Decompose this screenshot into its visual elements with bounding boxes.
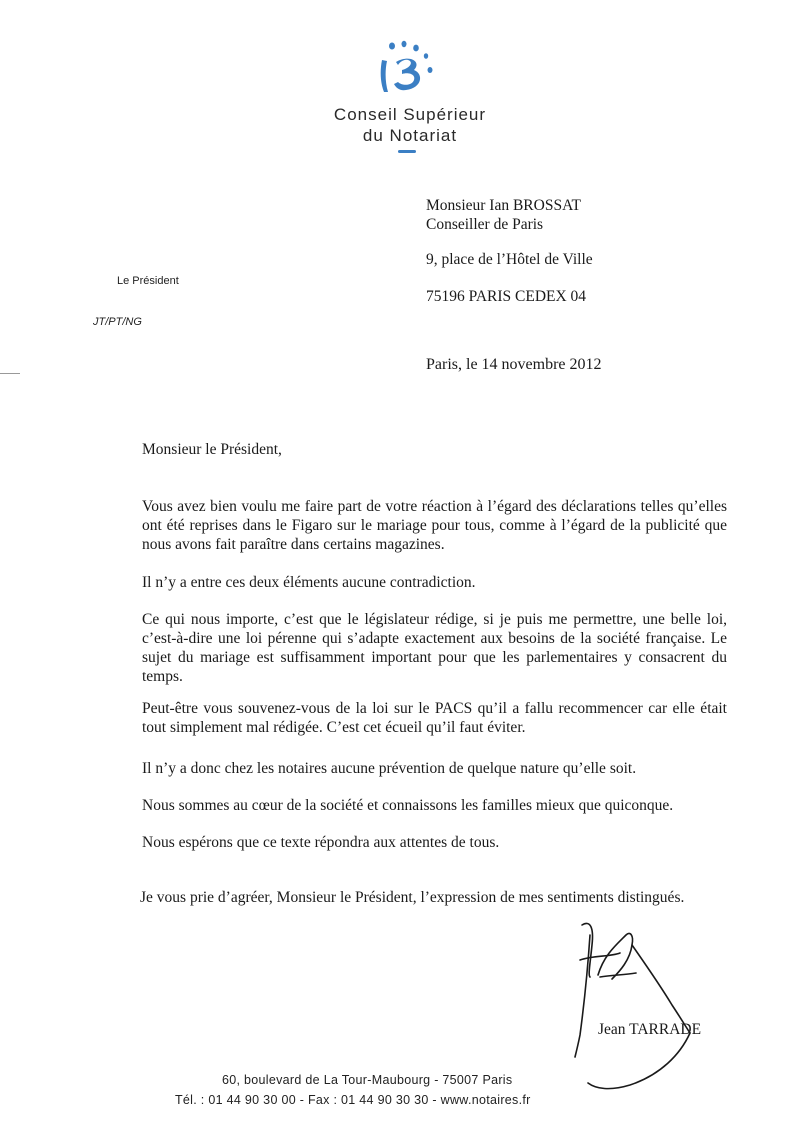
recipient-title: Conseiller de Paris — [426, 216, 544, 233]
recipient-name: Monsieur Ian BROSSAT — [426, 197, 582, 214]
recipient-address: 9, place de l’Hôtel de Ville — [426, 251, 593, 268]
paragraph-6: Nous sommes au cœur de la société et connaissons les familles mieux que quiconque. — [142, 797, 674, 814]
signatory-name: Jean TARRADE — [598, 1021, 702, 1038]
salutation: Monsieur le Président, — [142, 441, 282, 458]
paragraph-4: Peut-être vous souvenez-vous de la loi sur le PACS qu’il a fallu recommencer car elle était tout simplement mal rédigée. C’est cet écueil qu’il faut éviter. — [142, 700, 727, 736]
recipient-city: 75196 PARIS CEDEX 04 — [426, 288, 587, 305]
paragraph-2: Il n’y a entre ces deux éléments aucune contradiction. — [142, 574, 476, 591]
closing-formula: Je vous prie d’agréer, Monsieur le Président, l’expression de mes sentiments distingués. — [140, 889, 685, 906]
footer-contact: Tél. : 01 44 90 30 00 - Fax : 01 44 90 30 30 - www.notaires.fr — [175, 1093, 531, 1107]
paragraph-5: Il n’y a donc chez les notaires aucune prévention de quelque nature qu’elle soit. — [142, 760, 637, 777]
reference-code: JT/PT/NG — [93, 316, 142, 328]
footer-address: 60, boulevard de La Tour-Maubourg - 75007 Paris — [222, 1073, 513, 1087]
org-name-line2: du Notariat — [362, 126, 458, 145]
date-line: Paris, le 14 novembre 2012 — [426, 356, 602, 373]
sender-role: Le Président — [117, 275, 179, 287]
handwritten-signature — [560, 905, 710, 1095]
org-name-line1: Conseil Supérieur — [333, 105, 487, 124]
logo-underline — [398, 150, 416, 153]
notariat-logo — [370, 40, 440, 98]
fold-mark — [0, 373, 20, 374]
paragraph-7: Nous espérons que ce texte répondra aux attentes de tous. — [142, 834, 500, 851]
paragraph-3: Ce qui nous importe, c’est que le législateur rédige, si je puis me permettre, une belle loi, c’est-à-dire une loi pérenne qui s’adapte exactement aux besoins de la société française. Le sujet du mariage est suffisamment important pour que les parlementaires y consacrent du temps. — [142, 611, 727, 685]
paragraph-1: Vous avez bien voulu me faire part de votre réaction à l’égard des déclarations telles qu’elles ont été reprises dans le Figaro sur le mariage pour tous, comme à l’égard de la publicité que nous avons fait paraître dans certains magazines. — [142, 498, 727, 553]
